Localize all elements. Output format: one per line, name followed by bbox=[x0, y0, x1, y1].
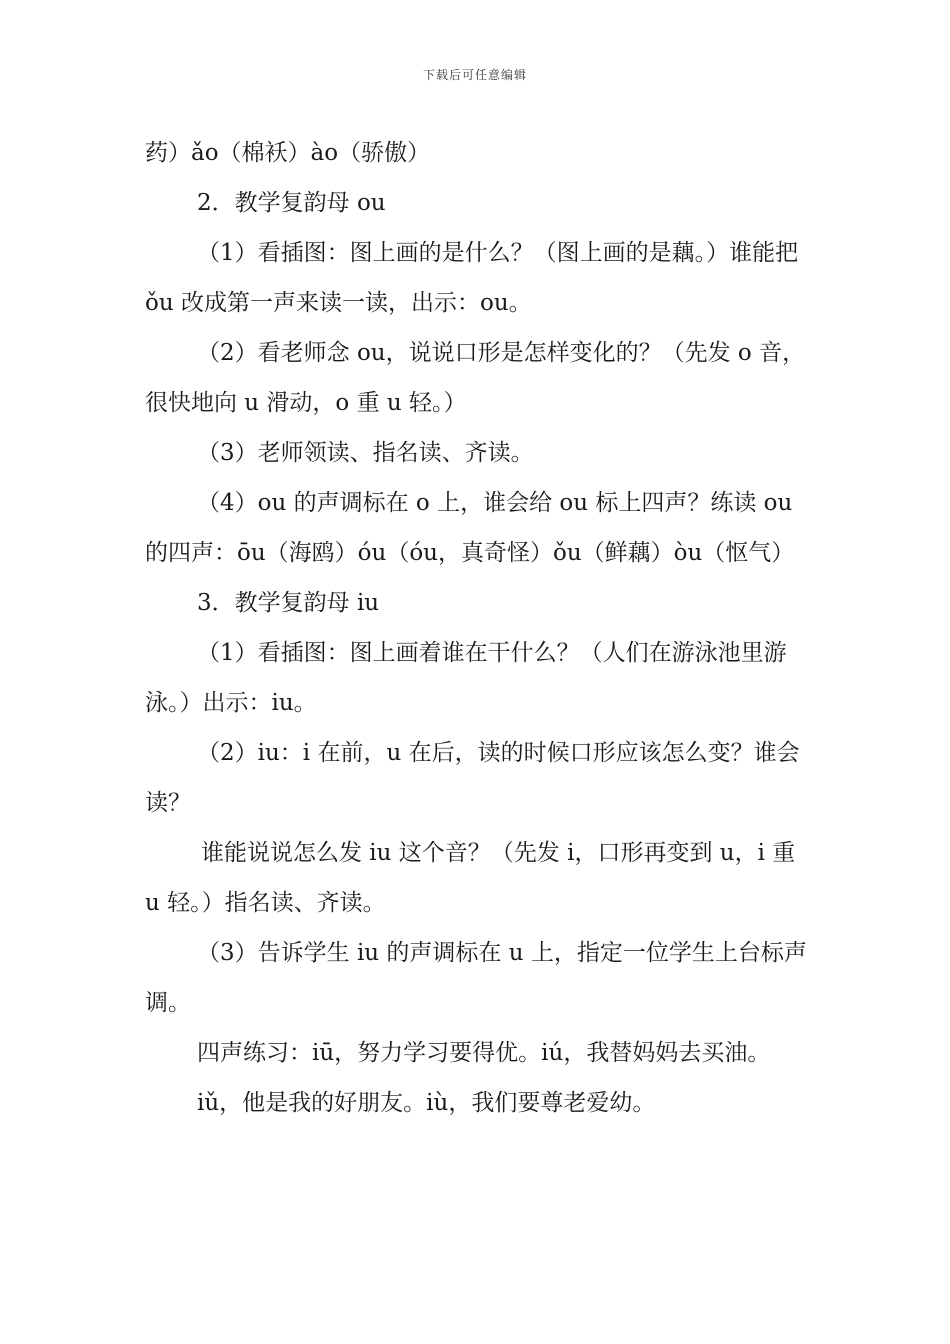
paragraph-iu-pronunciation: 谁能说说怎么发 iu 这个音？（先发 i，口形再变到 u，i 重 u 轻。）指名读、齐读。 bbox=[145, 840, 796, 916]
paragraph-iu-step-3: （3）告诉学生 iu 的声调标在 u 上，指定一位学生上台标声调。 bbox=[145, 940, 807, 1016]
paragraph-iu-step-1: （1）看插图：图上画着谁在干什么？（人们在游泳池里游泳。）出示：iu。 bbox=[145, 640, 787, 716]
section-heading-ou: 2．教学复韵母 ou bbox=[197, 190, 386, 216]
page-header: 下载后可任意编辑 bbox=[422, 68, 527, 82]
paragraph-ou-step-1: （1）看插图：图上画的是什么？（图上画的是藕。）谁能把 ǒu 改成第一声来读一读，出示：ou。 bbox=[145, 240, 799, 316]
paragraph-ou-step-3: （3）老师领读、指名读、齐读。 bbox=[197, 440, 534, 466]
paragraph-ou-step-2: （2）看老师念 ou，说说口形是怎样变化的？（先发 o 音，很快地向 u 滑动，o 重 u 轻。） bbox=[145, 340, 806, 416]
paragraph-tone-practice-continued: iǔ，他是我的好朋友。iù，我们要尊老爱幼。 bbox=[197, 1090, 656, 1116]
paragraph-tone-practice: 四声练习：iū，努力学习要得优。iú，我替妈妈去买油。 bbox=[197, 1040, 771, 1066]
section-heading-iu: 3．教学复韵母 iu bbox=[197, 590, 380, 616]
paragraph-ou-step-4: （4）ou 的声调标在 o 上，谁会给 ou 标上四声？练读 ou 的四声：ōu（海鸥）óu（óu，真奇怪）ǒu（鲜藕）òu（怄气） bbox=[145, 490, 795, 566]
document-body bbox=[145, 128, 810, 1128]
paragraph-continuation: 药）ǎo（棉袄）ào（骄傲） bbox=[145, 140, 431, 166]
paragraph-iu-step-2: （2）iu：i 在前，u 在后，读的时候口形应该怎么变？谁会读？ bbox=[145, 740, 800, 816]
